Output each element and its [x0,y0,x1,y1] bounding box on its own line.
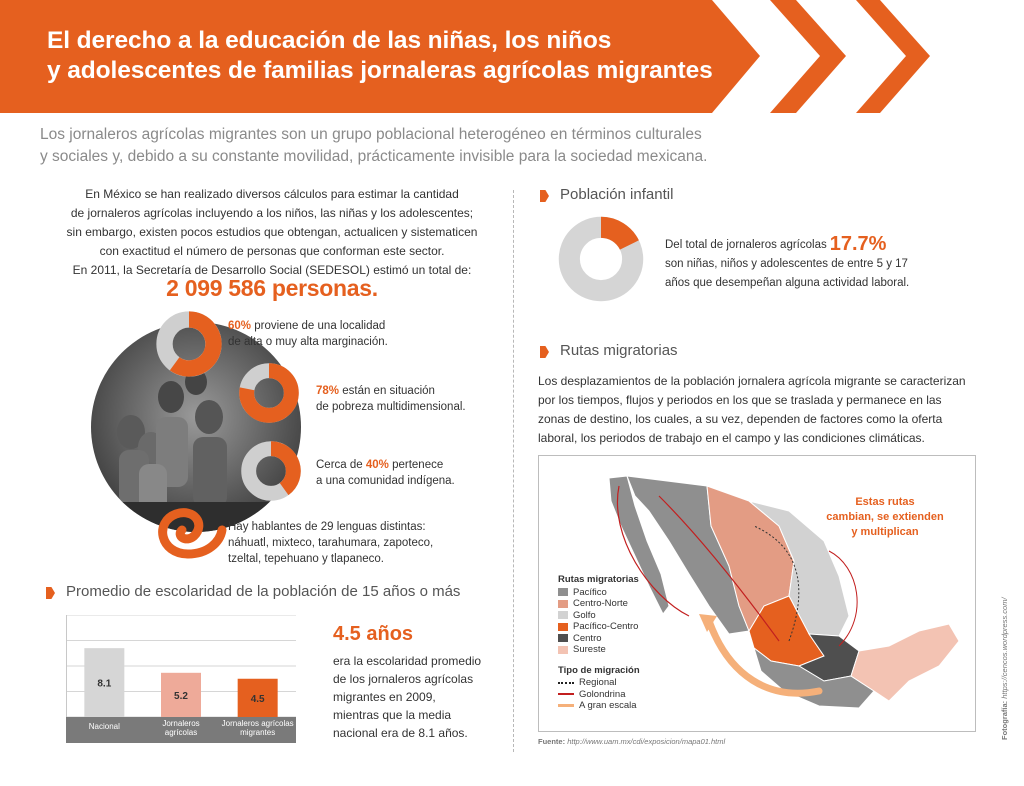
child-section-title: Población infantil [560,186,674,203]
intro-text: Los jornaleros agrícolas migrantes son un grupo poblacional heterogéneo en términos culturales y sociales y, debido a su constante movilidad, prácticamente invisible para la sociedad mexicana. [40,126,708,165]
legend-item-golfo: Golfo [558,610,640,622]
legend-item-pacifico: Pacífico [558,587,640,599]
donut-chart-17-7 [557,215,645,303]
chart-value-label: 5.2 [174,690,188,702]
total-population: 2 099 586 personas. [166,275,378,301]
column-divider [513,190,514,752]
chart-value-label: 4.5 [250,693,265,705]
child-section-marker [540,190,549,202]
photo-credit: Fotografía: https://cencos.wordpress.com/ [1000,597,1009,740]
chart-category-label: agrícolas [164,728,198,737]
donut-chart-40 [240,440,302,502]
donut-chart-78 [238,362,300,424]
legend-type-golondrina: Golondrina [558,689,640,701]
page-title: El derecho a la educación de las niñas, los niños y adolescentes de familias jornaleras agrícolas migrantes [47,27,713,84]
schooling-section-marker [46,587,55,599]
stat-poverty: 78% están en situación de pobreza multidimensional. [316,385,466,413]
routes-section-title: Rutas migratorias [560,342,678,359]
estimate-paragraph: En México se han realizado diversos cálculos para estimar la cantidad de jornaleros agrícolas incluyendo a los niños, las niñas y los adolescentes; sin embargo, existen pocos estudios que obtengan, actualicen y sistematicen con exactitud el número de personas que conforman este sector. En 2011, la Secretaría de Desarrollo Social (SEDESOL) estimó un total de: [66,187,478,277]
schooling-description: era la escolaridad promedio de los jornaleros agrícolas migrantes en 2009, mientras que la media nacional era de 8.1 años. [333,654,482,740]
legend-type-gran-escala: A gran escala [558,700,640,712]
legend-item-centro: Centro [558,633,640,645]
schooling-big-value: 4.5 años [333,623,414,645]
chart-category-label: Nacional [88,722,120,731]
poverty-donut [238,362,300,429]
donut-slice [601,227,629,245]
legend-type-regional: Regional [558,677,640,689]
schooling-section-title: Promedio de escolaridad de la población de 15 años o más [66,583,461,600]
map-legend: Rutas migratorias Pacífico Centro-Norte Golfo Pacífico-Centro Centro Sureste Tipo de migración Regional Golondrina A gran escala [558,574,640,711]
chart-value-label: 8.1 [97,678,112,690]
stat-languages: Hay hablantes de 29 lenguas distintas: náhuatl, mixteco, tarahumara, zapoteco, tzeltal, tepehuano y tlapaneco. [228,521,434,565]
stat-indigenous: Cerca de 40% pertenece a una comunidad indígena. [316,459,455,487]
stat-marginalization: 60% proviene de una localidad de alta o muy alta marginación. [228,320,388,348]
schooling-bar-chart [66,615,296,745]
chart-category-label: Jornaleros [162,719,200,728]
spiral-icon [148,492,228,567]
child-population-text: Del total de jornaleros agrícolas 17.7% son niñas, niños y adolescentes de entre 5 y 17 años que desempeñan alguna actividad laboral. [665,233,910,289]
legend-item-sureste: Sureste [558,644,640,656]
chart-category-label: migrantes [240,728,276,737]
routes-section-marker [540,346,549,358]
header-banner [0,0,1024,113]
donut-chart-60 [155,310,223,378]
indigenous-donut [240,440,302,507]
chart-category-label: Jornaleros agrícolas [221,719,294,728]
donut-slice [271,449,293,489]
map-note: Estas rutas cambian, se extienden y multiplican [826,496,944,538]
legend-item-pacifico-centro: Pacífico-Centro [558,621,640,633]
child-donut [557,215,645,308]
legend-item-centro-norte: Centro-Norte [558,598,640,610]
child-percent: 17.7% [829,233,887,255]
marginalization-donut [155,310,223,383]
source-credit: Fuente: http://www.uam.mx/cdi/exposicion/mapa01.html [538,737,726,746]
routes-paragraph: Los desplazamientos de la población jornalera agrícola migrante se caracterizan por los tiempos, flujos y periodos en los que se traslada y permanece en las zonas de destino, los cuales, a su vez, dependen de factores como la oferta laboral, los periodos de trabajo en el campo y las condiciones climáticas. [538,374,966,445]
